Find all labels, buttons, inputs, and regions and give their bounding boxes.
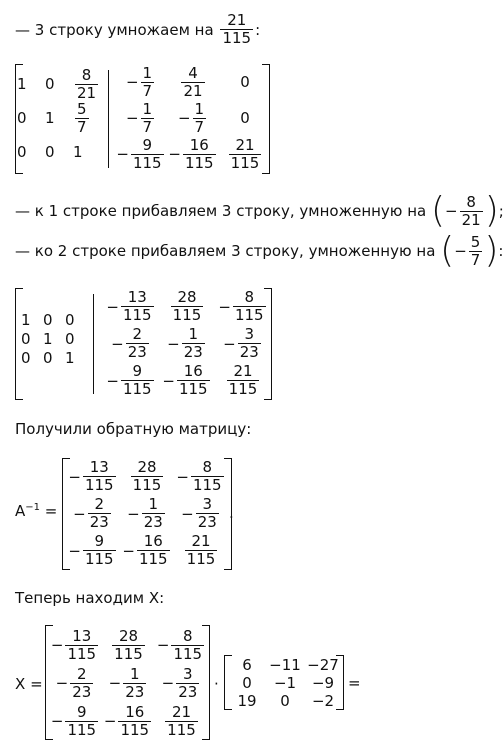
matrix-cell xyxy=(120,532,174,569)
matrix-cell xyxy=(102,664,155,702)
matrix-entry: $\frac{28}{115}$ xyxy=(114,626,143,663)
matrix-cell xyxy=(120,458,174,495)
matrix-cell: 6 xyxy=(242,656,252,674)
matrix-entry: $\frac{8}{21}$ xyxy=(77,65,97,102)
matrix-cell xyxy=(45,135,73,169)
matrix-cell xyxy=(17,101,45,135)
matrix-cell xyxy=(43,329,65,348)
matrix-cell: 0 xyxy=(280,692,290,710)
matrix-entry: 0 xyxy=(21,329,31,348)
matrix-cell xyxy=(102,626,155,664)
matrix-entry: 1 xyxy=(21,310,31,329)
matrix-cell xyxy=(102,702,155,740)
matrix-entry: − $\frac{13}{115}$ xyxy=(106,288,152,324)
matrix-entry: 1 xyxy=(65,348,75,367)
matrix-entry: 0 xyxy=(43,348,53,367)
matrix-cell xyxy=(49,664,102,702)
matrix-cell: −11 xyxy=(269,656,301,674)
matrix-cell xyxy=(43,348,65,367)
matrix-cell xyxy=(115,136,167,172)
matrix-entry: 0 xyxy=(65,310,75,329)
matrix-entry: 0 xyxy=(65,329,75,348)
step3-line: — ко 2 строке прибавляем 3 строку, умноженную на ( − $\frac{5}{7}$ ) : xyxy=(15,230,504,271)
matrix-cell xyxy=(45,101,73,135)
matrix-cell xyxy=(65,329,87,348)
matrix-entry: $\frac{28}{115}$ xyxy=(132,458,162,494)
matrix-entry: 0 xyxy=(45,143,55,161)
matrix-entry: − $\frac{8}{115}$ xyxy=(176,458,222,494)
matrix-entry: − $\frac{9}{115}$ xyxy=(106,362,152,398)
matrix-entry: − $\frac{16}{115}$ xyxy=(168,135,214,172)
matrix-entry: 0 xyxy=(45,75,55,93)
matrix-cell: −27 xyxy=(307,656,339,674)
matrix-entry: − $\frac{16}{115}$ xyxy=(162,362,208,398)
matrix-cell xyxy=(49,626,102,664)
matrix-entry: 1 xyxy=(45,109,55,127)
matrix-cell: 19 xyxy=(237,692,257,710)
step3-fraction: $\frac{5}{7}$ xyxy=(470,232,481,269)
matrix-cell xyxy=(103,325,159,362)
augmented-matrix-2 xyxy=(15,288,272,400)
matrix-entry: − $\frac{1}{7}$ xyxy=(177,99,205,136)
step2-line: — к 1 строке прибавляем 3 строку, умноженную на ( − $\frac{8}{21}$ ) ; xyxy=(15,190,504,231)
inverse-period: . xyxy=(229,504,234,522)
matrix-cell xyxy=(115,100,167,136)
matrix-entry: 0 xyxy=(240,109,250,127)
inverse-label: $A^{-1}$ = xyxy=(15,502,58,520)
augment-divider xyxy=(93,294,94,394)
matrix-cell: −1 xyxy=(273,674,297,692)
matrix-cell xyxy=(103,362,159,399)
matrix-cell xyxy=(155,702,208,740)
matrix-entry: − $\frac{9}{115}$ xyxy=(68,532,114,568)
matrix-entry: − $\frac{1}{7}$ xyxy=(125,99,153,136)
matrix-entry: $\frac{21}{115}$ xyxy=(167,702,196,739)
matrix-entry: − $\frac{3}{23}$ xyxy=(181,495,217,531)
matrix-entry: $\frac{21}{115}$ xyxy=(228,362,258,398)
matrix-entry: − $\frac{2}{23}$ xyxy=(73,495,109,531)
matrix-entry: 0 xyxy=(21,348,31,367)
matrix-cell xyxy=(120,495,174,532)
matrix-cell xyxy=(174,532,228,569)
step2-text: — к 1 строке прибавляем 3 строку, умноженную на xyxy=(15,202,427,220)
matrix-cell xyxy=(65,348,87,367)
matrix-cell xyxy=(66,495,120,532)
matrix-entry: 1 xyxy=(73,143,83,161)
matrix-entry: − $\frac{3}{23}$ xyxy=(223,325,259,361)
matrix-cell xyxy=(45,67,73,101)
matrix-cell xyxy=(167,64,219,100)
matrix-entry: $\frac{5}{7}$ xyxy=(77,99,87,136)
matrix-cell xyxy=(215,288,271,325)
matrix-cell xyxy=(174,495,228,532)
matrix-entry: − $\frac{1}{23}$ xyxy=(108,664,145,701)
matrix-cell xyxy=(159,288,215,325)
matrix-entry: − $\frac{2}{23}$ xyxy=(111,325,147,361)
step1-text: — 3 строку умножаем на xyxy=(15,20,214,39)
matrix-entry: − $\frac{9}{115}$ xyxy=(50,702,97,739)
matrix-cell: 0 xyxy=(242,674,252,692)
matrix-cell xyxy=(17,135,45,169)
heading-inverse: Получили обратную матрицу: xyxy=(15,420,252,438)
step3-text: — ко 2 строке прибавляем 3 строку, умноженную на xyxy=(15,242,436,260)
matrix-cell xyxy=(174,458,228,495)
matrix-entry: − $\frac{16}{115}$ xyxy=(122,532,168,568)
matrix-cell xyxy=(66,458,120,495)
matrix-entry: − $\frac{3}{23}$ xyxy=(161,664,198,701)
matrix-cell xyxy=(73,135,101,169)
matrix-cell xyxy=(215,362,271,399)
matrix-cell xyxy=(115,64,167,100)
augmented-matrix-1 xyxy=(15,64,270,174)
x-trailing-equals: = xyxy=(348,674,361,692)
matrix-cell xyxy=(21,310,43,329)
matrix-entry: 1 xyxy=(17,75,27,93)
matrix-cell xyxy=(219,100,271,136)
matrix-entry: − $\frac{16}{115}$ xyxy=(103,702,150,739)
matrix-cell xyxy=(49,702,102,740)
matrix-cell: −2 xyxy=(311,692,335,710)
matrix-cell xyxy=(43,310,65,329)
matrix-entry: 0 xyxy=(17,109,27,127)
matrix-cell xyxy=(167,136,219,172)
matrix-entry: 0 xyxy=(43,310,53,329)
matrix-cell xyxy=(65,310,87,329)
matrix-entry: − $\frac{8}{115}$ xyxy=(156,626,203,663)
matrix-cell xyxy=(103,288,159,325)
matrix-entry: $\frac{21}{115}$ xyxy=(186,532,216,568)
matrix-entry: − $\frac{1}{7}$ xyxy=(125,63,153,100)
x-inverse-matrix xyxy=(45,625,210,740)
inverse-matrix xyxy=(62,458,232,570)
matrix-cell xyxy=(73,101,101,135)
matrix-cell xyxy=(215,325,271,362)
matrix-cell xyxy=(167,100,219,136)
matrix-cell xyxy=(159,362,215,399)
matrix-cell xyxy=(155,626,208,664)
matrix-b xyxy=(224,655,344,710)
heading-x: Теперь находим X: xyxy=(15,589,165,607)
matrix-entry: − $\frac{2}{23}$ xyxy=(55,664,92,701)
matrix-cell xyxy=(73,67,101,101)
matrix-entry: − $\frac{8}{115}$ xyxy=(218,288,264,324)
matrix-entry: 1 xyxy=(43,329,53,348)
matrix-entry: − $\frac{1}{23}$ xyxy=(167,325,203,361)
matrix-entry: $\frac{21}{115}$ xyxy=(230,135,260,172)
matrix-cell xyxy=(155,664,208,702)
step1-line: — 3 строку умножаем на $\frac{21}{115}$ : xyxy=(15,11,261,47)
matrix-entry: − $\frac{1}{23}$ xyxy=(127,495,163,531)
step1-fraction: $\frac{21}{115}$ xyxy=(222,11,252,47)
matrix-cell xyxy=(219,136,271,172)
matrix-entry: $\frac{4}{21}$ xyxy=(183,63,203,100)
matrix-entry: 0 xyxy=(240,73,250,91)
matrix-cell: −9 xyxy=(311,674,335,692)
matrix-entry: $\frac{28}{115}$ xyxy=(172,288,202,324)
matrix-cell xyxy=(21,329,43,348)
matrix-cell xyxy=(66,532,120,569)
matrix-entry: 0 xyxy=(17,143,27,161)
matrix-entry: − $\frac{9}{115}$ xyxy=(116,135,162,172)
augment-divider xyxy=(108,70,109,168)
multiply-dot: · xyxy=(214,675,219,693)
x-label: X = xyxy=(15,675,43,693)
matrix-cell xyxy=(21,348,43,367)
matrix-entry: − $\frac{13}{115}$ xyxy=(50,626,97,663)
matrix-cell xyxy=(159,325,215,362)
matrix-cell xyxy=(219,64,271,100)
matrix-cell xyxy=(17,67,45,101)
matrix-entry: − $\frac{13}{115}$ xyxy=(68,458,114,494)
step2-fraction: $\frac{8}{21}$ xyxy=(461,192,481,229)
